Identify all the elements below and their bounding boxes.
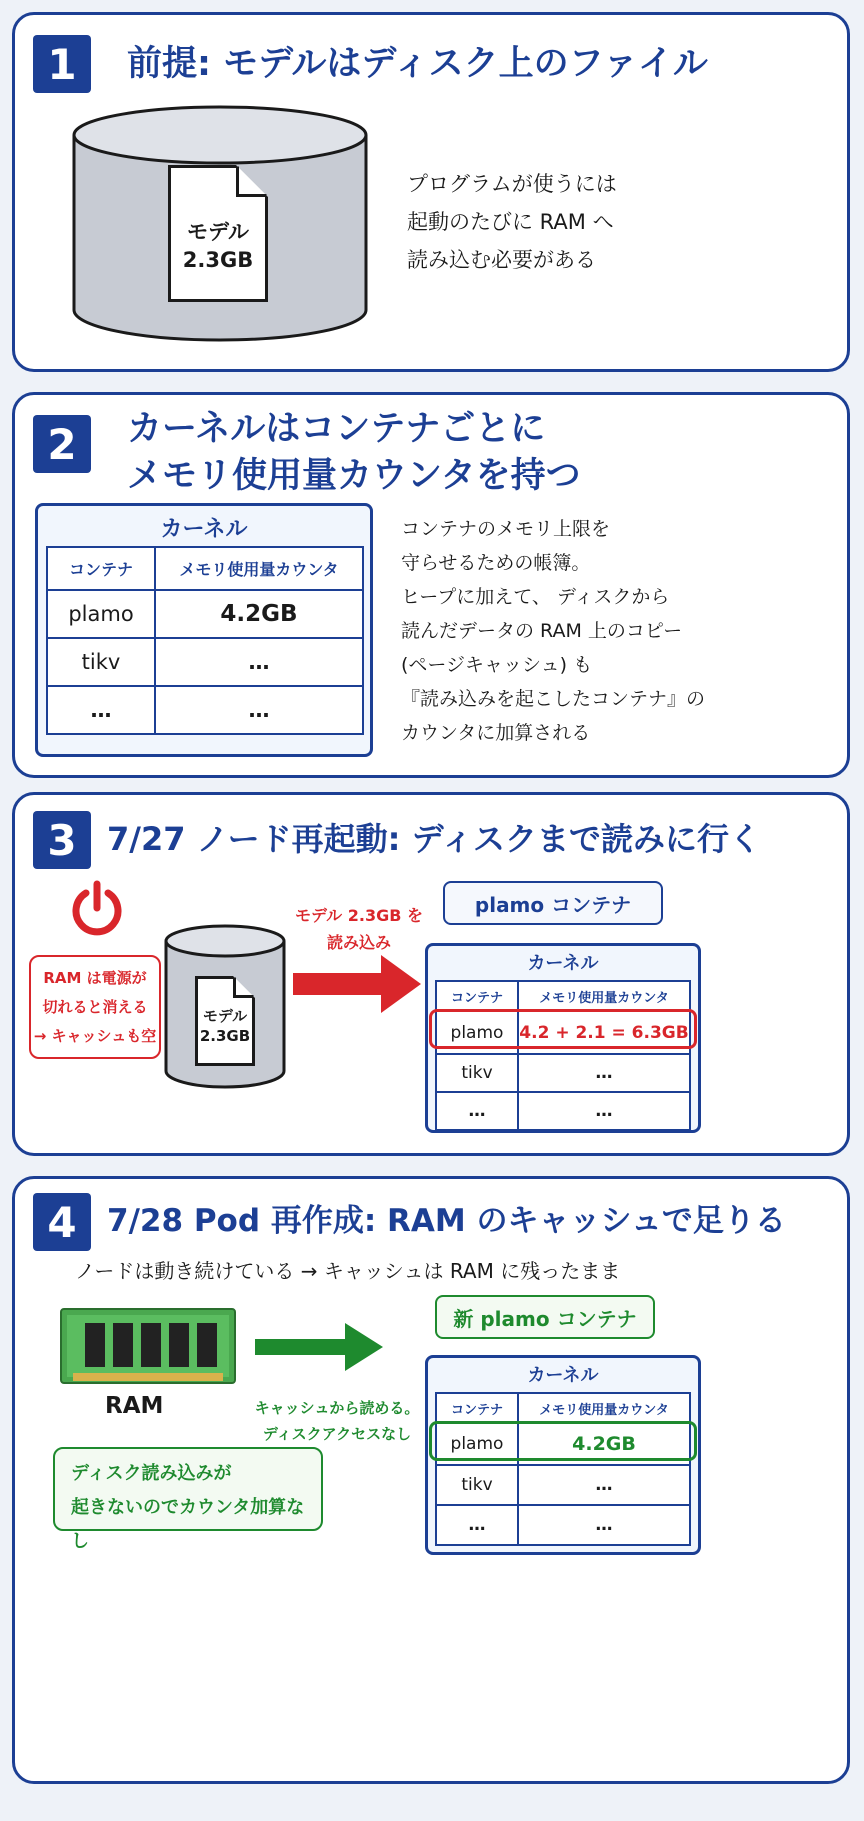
arrow-label-line: キャッシュから読める。 bbox=[254, 1399, 420, 1417]
cell-counter: … bbox=[518, 1054, 690, 1092]
table-row bbox=[436, 1054, 690, 1092]
plamo-row-highlight bbox=[429, 1421, 697, 1461]
note-line: → キャッシュも空 bbox=[33, 1027, 157, 1045]
cell-container: tikv bbox=[47, 638, 155, 686]
cell-container: plamo bbox=[436, 1423, 518, 1465]
new-container-tag: 新 plamo コンテナ bbox=[435, 1295, 655, 1339]
panel-1 bbox=[12, 12, 850, 372]
power-icon bbox=[67, 880, 127, 940]
cell-container: plamo bbox=[47, 590, 155, 638]
cell-counter: … bbox=[518, 1465, 690, 1505]
cell-container: … bbox=[436, 1505, 518, 1545]
arrow-label bbox=[289, 902, 429, 956]
desc-line: 読んだデータの RAM 上のコピー bbox=[401, 620, 683, 642]
note-line: 切れると消える bbox=[42, 998, 148, 1016]
ram-volatile-note bbox=[29, 955, 161, 1059]
table-row bbox=[47, 638, 363, 686]
counter-table bbox=[435, 980, 691, 1131]
cell-container: tikv bbox=[436, 1465, 518, 1505]
col-header-counter: メモリ使用量カウンタ bbox=[155, 547, 363, 590]
col-header-container: コンテナ bbox=[436, 1393, 518, 1423]
ram-label: RAM bbox=[105, 1393, 164, 1419]
note-line: ディスク読み込みが bbox=[71, 1463, 232, 1484]
no-disk-read-note bbox=[53, 1447, 323, 1552]
panel-4-title: 7/28 Pod 再作成: RAM のキャッシュで足りる bbox=[107, 1203, 786, 1239]
cell-container: tikv bbox=[436, 1054, 518, 1092]
panel-2 bbox=[12, 392, 850, 778]
panel-2-description bbox=[401, 512, 705, 750]
desc-line: 起動のたびに RAM へ bbox=[407, 210, 614, 234]
cell-counter: … bbox=[155, 638, 363, 686]
table-header-row bbox=[47, 547, 363, 590]
table-row bbox=[436, 1465, 690, 1505]
cell-counter: … bbox=[518, 1505, 690, 1545]
counter-table bbox=[435, 1392, 691, 1546]
container-tag: plamo コンテナ bbox=[443, 881, 663, 925]
col-header-counter: メモリ使用量カウンタ bbox=[518, 981, 690, 1011]
panel-4-subtitle: ノードは動き続けている → キャッシュは RAM に残ったまま bbox=[75, 1259, 621, 1283]
model-file-icon bbox=[168, 165, 268, 302]
panel-4 bbox=[12, 1176, 850, 1784]
file-label-line2: 2.3GB bbox=[182, 248, 254, 272]
desc-line: 読み込む必要がある bbox=[407, 248, 596, 272]
panel-2-title-line2: メモリ使用量カウンタを持つ bbox=[127, 456, 581, 496]
kernel-label: カーネル bbox=[527, 1365, 599, 1386]
note-line: 起きないのでカウンタ加算なし bbox=[71, 1497, 305, 1552]
desc-line: 守らせるための帳簿。 bbox=[401, 552, 591, 574]
desc-line: プログラムが使うには bbox=[407, 172, 617, 196]
desc-line: (ページキャッシュ) も bbox=[401, 654, 593, 676]
panel-1-title: 前提: モデルはディスク上のファイル bbox=[127, 44, 708, 84]
cell-counter: 4.2GB bbox=[155, 590, 363, 638]
ram-module-icon bbox=[59, 1307, 237, 1387]
table-header-row bbox=[436, 1393, 690, 1423]
step-number-2: 2 bbox=[33, 415, 91, 473]
table-row bbox=[47, 686, 363, 734]
desc-line: 『読み込みを起こしたコンテナ』の bbox=[401, 688, 706, 710]
file-label-line1: モデル bbox=[202, 1007, 248, 1025]
arrow-label bbox=[247, 1395, 427, 1447]
model-file-icon bbox=[195, 976, 255, 1066]
arrow-label-line: ディスクアクセスなし bbox=[262, 1425, 412, 1443]
arrow-label-line: モデル 2.3GB を bbox=[294, 906, 423, 925]
panel-2-title-line1: カーネルはコンテナごとに bbox=[127, 409, 546, 449]
desc-line: コンテナのメモリ上限を bbox=[401, 518, 611, 540]
step-number-4: 4 bbox=[33, 1193, 91, 1251]
col-header-container: コンテナ bbox=[436, 981, 518, 1011]
table-row bbox=[47, 590, 363, 638]
cache-read-arrow-icon bbox=[255, 1323, 385, 1371]
col-header-counter: メモリ使用量カウンタ bbox=[518, 1393, 690, 1423]
cell-counter: … bbox=[518, 1092, 690, 1130]
cell-counter: 4.2 + 2.1 = 6.3GB bbox=[518, 1011, 690, 1054]
step-number-1: 1 bbox=[33, 35, 91, 93]
cell-container: plamo bbox=[436, 1011, 518, 1054]
step-number-3: 3 bbox=[33, 811, 91, 869]
file-label-line1: モデル bbox=[187, 220, 249, 244]
cell-container: … bbox=[436, 1092, 518, 1130]
file-label-line2: 2.3GB bbox=[199, 1027, 251, 1045]
kernel-label: カーネル bbox=[527, 953, 599, 974]
kernel-label: カーネル bbox=[160, 517, 248, 542]
counter-table bbox=[46, 546, 364, 735]
cell-counter: … bbox=[155, 686, 363, 734]
table-row bbox=[436, 1092, 690, 1130]
note-line: RAM は電源が bbox=[43, 969, 147, 987]
desc-line: ヒープに加えて、 ディスクから bbox=[401, 586, 670, 608]
cell-container: … bbox=[47, 686, 155, 734]
arrow-label-line: 読み込み bbox=[326, 933, 391, 952]
desc-line: カウンタに加算される bbox=[401, 722, 591, 744]
kernel-box bbox=[35, 503, 373, 757]
table-header-row bbox=[436, 981, 690, 1011]
table-row bbox=[436, 1505, 690, 1545]
cell-counter: 4.2GB bbox=[518, 1423, 690, 1465]
panel-3-title: 7/27 ノード再起動: ディスクまで読みに行く bbox=[107, 820, 762, 858]
col-header-container: コンテナ bbox=[47, 547, 155, 590]
read-arrow-icon bbox=[293, 955, 423, 1013]
panel-1-description bbox=[407, 165, 617, 279]
panel-3 bbox=[12, 792, 850, 1156]
plamo-row-highlight bbox=[429, 1009, 697, 1049]
